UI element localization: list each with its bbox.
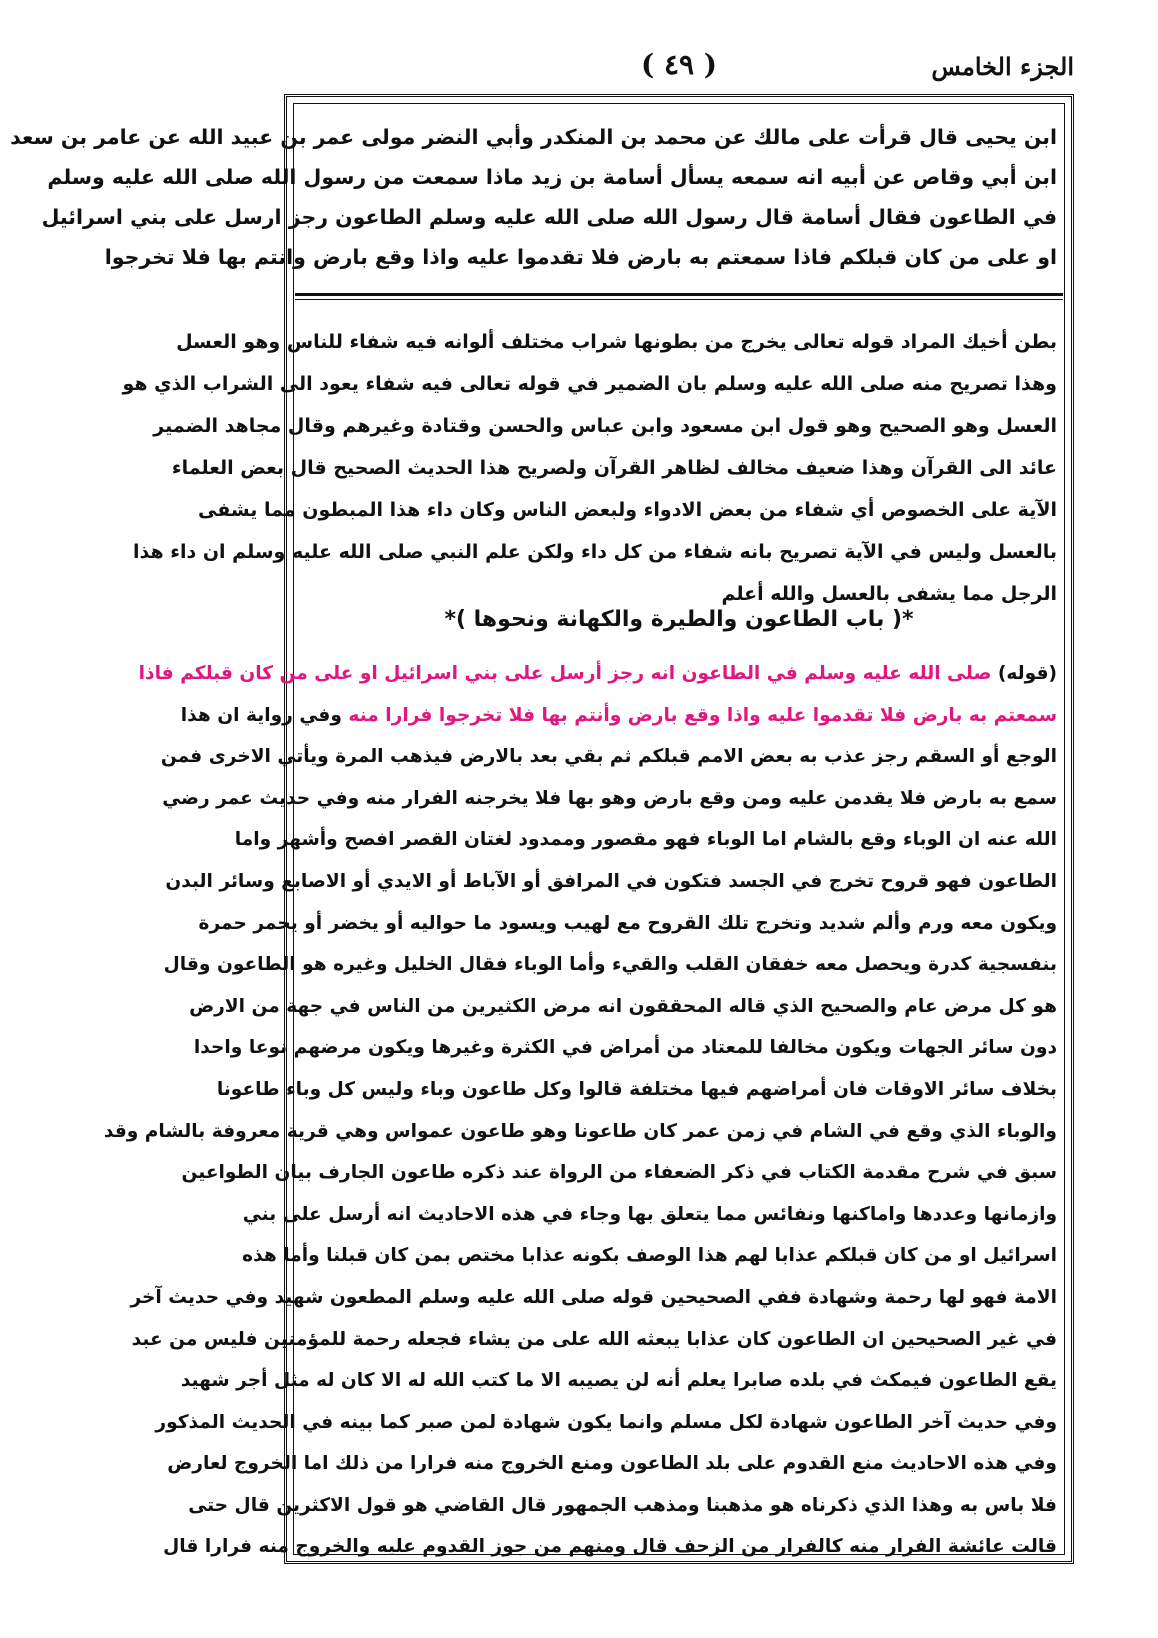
commentary-line: وازمانها وعددها واماكنها ونفائس مما يتعلق بها وجاء في هذه الاحاديث انه أرسل على بني — [242, 1203, 1057, 1225]
page-number: ( ٤٩ ) — [640, 48, 718, 81]
commentary-line: هو كل مرض عام والصحيح الذي قاله المحققون انه مرض الكثيرين من الناس في جهة من الارض — [189, 995, 1057, 1017]
highlighted-quote: سمعتم به بارض فلا تقدموا عليه واذا وقع بارض وأنتم بها فلا تخرجوا فرارا منه — [348, 704, 1057, 726]
commentary-line: وفي هذه الاحاديث منع القدوم على بلد الطاعون ومنع الخروج منه فرارا من ذلك اما الخروج لعارض — [167, 1453, 1057, 1475]
commentary-line-highlighted — [138, 653, 1057, 695]
part-title: الجزء الخامس — [931, 52, 1074, 81]
commentary-line: الله عنه ان الوباء وقع بالشام اما الوباء فهو مقصور وممدود لغتان القصر افصح وأشهر واما — [234, 829, 1057, 851]
chapter-heading: *( باب الطاعون والطيرة والكهانة ونحوها )* — [444, 607, 914, 632]
highlighted-quote: صلى الله عليه وسلم في الطاعون انه رجز أرسل على بني اسرائيل او على من كان قبلكم فاذا — [138, 663, 992, 684]
hadith-line: او على من كان قبلكم فاذا سمعتم به بارض فلا تقدموا عليه واذا وقع بارض وانتم بها فلا تخرجوا — [104, 245, 1057, 269]
commentary-line: يقع الطاعون فيمكث في بلده صابرا يعلم أنه لن يصيبه الا ما كتب الله له الا كان له مثل أجر شهيد — [180, 1370, 1057, 1392]
hadith-line: في الطاعون فقال أسامة قال رسول الله صلى الله عليه وسلم الطاعون رجز ارسل على بني اسرائيل — [41, 205, 1057, 229]
commentary-line: بطن أخيك المراد قوله تعالى يخرج من بطونها شراب مختلف ألوانه فيه شفاء للناس وهو العسل — [176, 331, 1057, 353]
commentary-line: والوباء الذي وقع في الشام في زمن عمر كان طاعونا وهو طاعون عمواس وهي قرية معروفة بالشام وقد — [103, 1120, 1057, 1142]
commentary-line: الطاعون فهو قروح تخرج في الجسد فتكون في المرافق أو الآباط أو الايدي أو الاصابع وسائر البدن — [165, 870, 1057, 892]
commentary-line: في غير الصحيحين ان الطاعون كان عذابا يبعثه الله على من يشاء فجعله رحمة للمؤمنين فليس من عبد — [131, 1328, 1057, 1350]
commentary-line: وهذا تصريح منه صلى الله عليه وسلم بان الضمير في قوله تعالى فيه شفاء يعود الى الشراب الذي هو — [122, 373, 1057, 395]
hadith-text-block — [10, 117, 1057, 277]
commentary-text: وفي رواية ان هذا — [180, 704, 342, 726]
commentary-line: بنفسجية كدرة ويحصل معه خفقان القلب والقيء وأما الوباء فقال الخليل وغيره هو الطاعون وقال — [163, 954, 1057, 976]
commentary-line-highlighted — [180, 695, 1057, 737]
hadith-line: ابن يحيى قال قرأت على مالك عن محمد بن المنكدر وأبي النضر مولى عمر بن عبيد الله عن عامر بن سعد — [10, 125, 1057, 149]
page-frame — [10, 94, 1074, 1564]
commentary-line: بالعسل وليس في الآية تصريح بانه شفاء من كل داء ولكن علم النبي صلى الله عليه وسلم ان داء هذا — [132, 541, 1057, 563]
commentary-line: ويكون معه ورم وألم شديد وتخرج تلك القروح مع لهيب ويسود ما حواليه أو يخضر أو يحمر حمرة — [198, 912, 1057, 934]
commentary-line: قالت عائشة الفرار منه كالفرار من الزحف قال ومنهم من جوز القدوم عليه والخروج منه فرارا قال — [163, 1536, 1057, 1558]
commentary-line: العسل وهو الصحيح وهو قول ابن مسعود وابن عباس والحسن وقتادة وغيرهم وقال مجاهد الضمير — [153, 415, 1057, 437]
running-head — [284, 48, 1074, 92]
commentary-line: دون سائر الجهات ويكون مخالفا للمعتاد من أمراض في الكثرة وغيرها ويكون مرضهم نوعا واحدا — [193, 1037, 1057, 1059]
section-divider — [295, 293, 1063, 300]
commentary-line: الامة فهو لها رحمة وشهادة ففي الصحيحين قوله صلى الله عليه وسلم المطعون شهيد وفي حديث آخر — [130, 1286, 1057, 1308]
commentary-block-2 — [103, 653, 1057, 1568]
commentary-line: الآية على الخصوص أي شفاء من بعض الادواء ولبعض الناس وكان داء هذا المبطون مما يشفى — [198, 499, 1057, 521]
commentary-line: سبق في شرح مقدمة الكتاب في ذكر الضعفاء من الرواة عند ذكره طاعون الجارف بيان الطواعين — [181, 1162, 1057, 1184]
commentary-line: الوجع أو السقم رجز عذب به بعض الامم قبلكم ثم بقي بعد بالارض فيذهب المرة ويأتي الاخرى فمن — [160, 746, 1057, 768]
hadith-line: ابن أبي وقاص عن أبيه انه سمعه يسأل أسامة بن زيد ماذا سمعت من رسول الله صلى الله عليه وسلم — [47, 165, 1057, 189]
commentary-line: فلا باس به وهذا الذي ذكرناه هو مذهبنا ومذهب الجمهور قال القاضي هو قول الاكثرين قال حتى — [188, 1494, 1057, 1516]
commentary-line: عائد الى القرآن وهذا ضعيف مخالف لظاهر القرآن ولصريح هذا الحديث الصحيح قال بعض العلماء — [171, 457, 1057, 479]
commentary-line: بخلاف سائر الاوقات فان أمراضهم فيها مختلفة قالوا وكل طاعون وباء وليس كل وباء طاعونا — [216, 1078, 1057, 1100]
commentary-line: سمع به بارض فلا يقدمن عليه ومن وقع بارض وهو بها فلا يخرجنه الفرار منه وفي حديث عمر رضي — [162, 787, 1057, 809]
commentary-line: اسرائيل او من كان قبلكم عذابا لهم هذا الوصف بكونه عذابا مختص بمن كان قبلنا وأما هذه — [242, 1245, 1057, 1267]
commentary-block-1 — [122, 321, 1057, 615]
commentary-line: وفي حديث آخر الطاعون شهادة لكل مسلم وانما يكون شهادة لمن صبر كما بينه في الحديث المذكور — [155, 1411, 1057, 1433]
qawluh-marker: (قوله) — [997, 663, 1057, 684]
commentary-line: الرجل مما يشفى بالعسل والله أعلم — [721, 583, 1057, 605]
